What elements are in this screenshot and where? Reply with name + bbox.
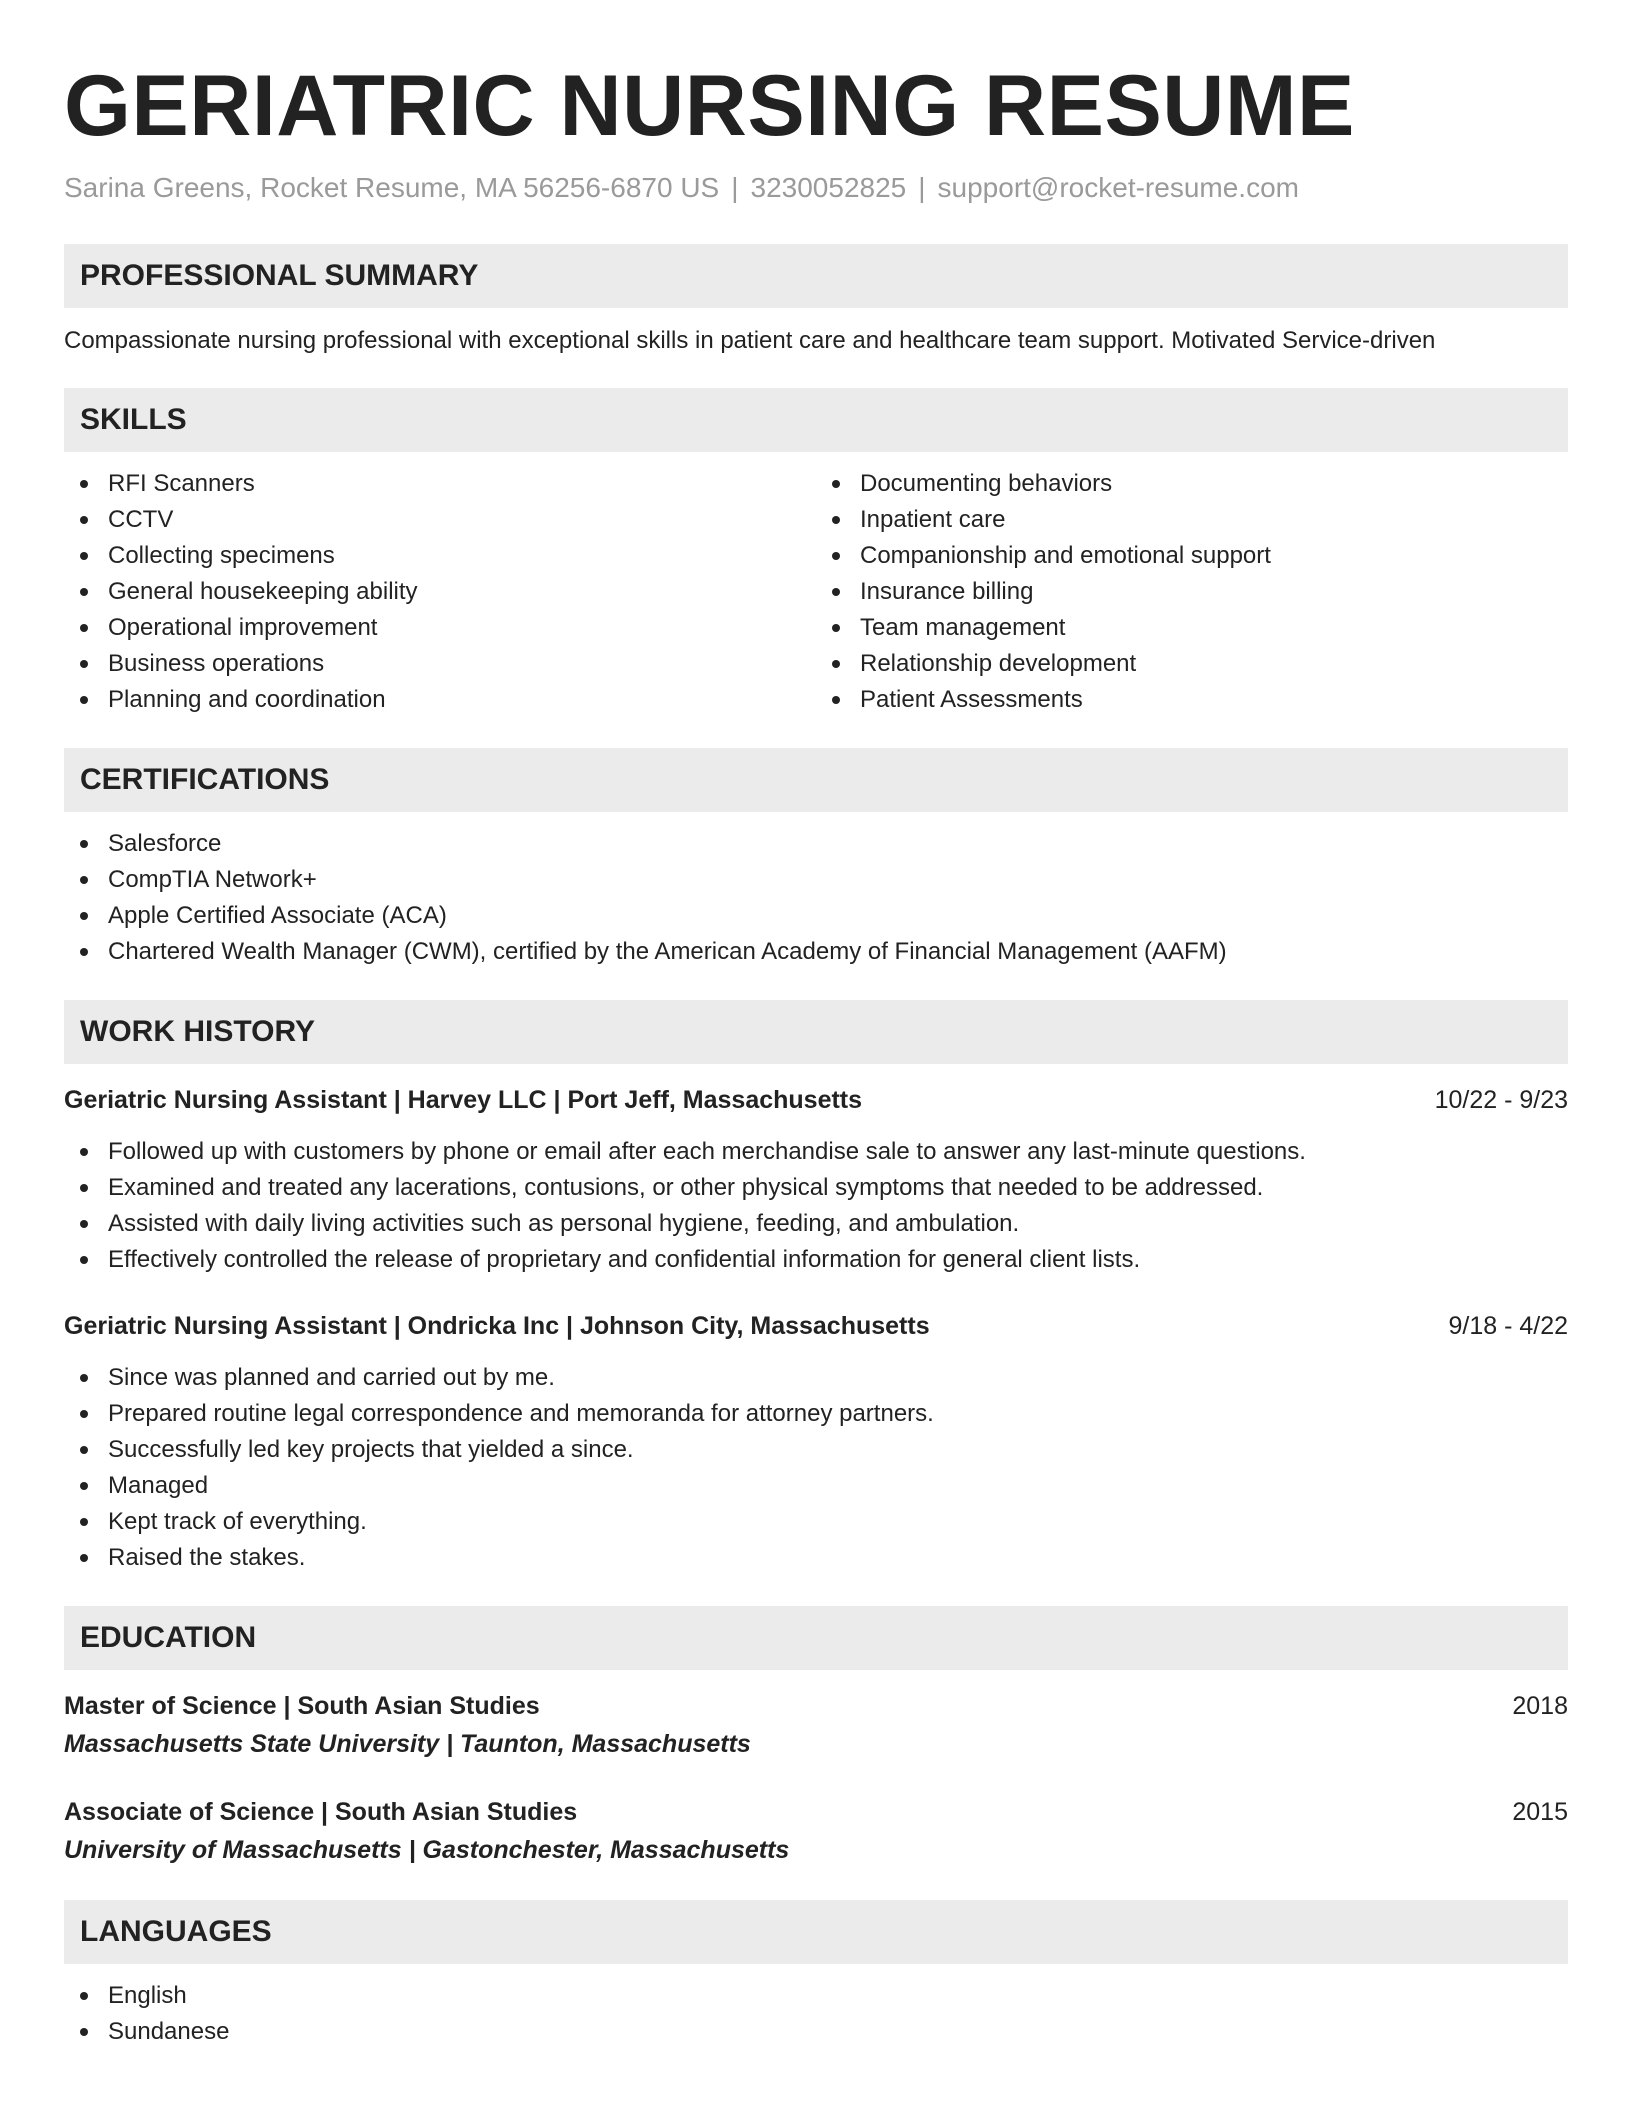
bullet-icon [80, 840, 88, 848]
skill-item: General housekeeping ability [64, 574, 816, 610]
education-header [64, 1688, 1568, 1724]
skill-item: Relationship development [816, 646, 1568, 682]
job-bullet: Successfully led key projects that yielded a since. [64, 1432, 1568, 1468]
graduation-year: 2015 [1512, 1798, 1568, 1826]
skill-item: Insurance billing [816, 574, 1568, 610]
work-history-heading: WORK HISTORY [64, 1000, 1568, 1064]
skills-column-right [816, 452, 1568, 718]
bullet-icon [80, 1446, 88, 1454]
job-bullet: Raised the stakes. [64, 1540, 1568, 1576]
job-bullet: Prepared routine legal correspondence and memoranda for attorney partners. [64, 1396, 1568, 1432]
certifications-list [64, 826, 1568, 970]
skill-item: Inpatient care [816, 502, 1568, 538]
bullet-icon [80, 480, 88, 488]
bullet-icon [832, 516, 840, 524]
bullet-icon [832, 552, 840, 560]
language-item: English [64, 1978, 1568, 2014]
skill-item: Business operations [64, 646, 816, 682]
bullet-icon [80, 1410, 88, 1418]
skill-item: CCTV [64, 502, 816, 538]
degree-title: Master of Science | South Asian Studies [64, 1692, 540, 1720]
certification-item: CompTIA Network+ [64, 862, 1568, 898]
bullet-icon [80, 1374, 88, 1382]
skill-item: Operational improvement [64, 610, 816, 646]
contact-separator: | [918, 172, 926, 203]
job-title: Geriatric Nursing Assistant | Ondricka Inc | Johnson City, Massachusetts [64, 1312, 930, 1340]
skills-list-right [816, 466, 1568, 718]
job-bullet: Assisted with daily living activities such as personal hygiene, feeding, and ambulation. [64, 1206, 1568, 1242]
skills-column-left [64, 452, 816, 718]
contact-address: Sarina Greens, Rocket Resume, MA 56256-6870 US [64, 172, 720, 203]
bullet-icon [80, 1482, 88, 1490]
bullet-icon [832, 588, 840, 596]
language-item: Sundanese [64, 2014, 1568, 2050]
job-bullet: Since was planned and carried out by me. [64, 1360, 1568, 1396]
certification-item: Salesforce [64, 826, 1568, 862]
education-entry [64, 1794, 1568, 1870]
job-bullet: Kept track of everything. [64, 1504, 1568, 1540]
school-name: University of Massachusetts | Gastonchester, Massachusetts [64, 1836, 790, 1864]
job-bullets [64, 1360, 1568, 1576]
job-header [64, 1082, 1568, 1118]
bullet-icon [80, 1992, 88, 2000]
bullet-icon [80, 696, 88, 704]
skill-item: Companionship and emotional support [816, 538, 1568, 574]
skill-item: Team management [816, 610, 1568, 646]
bullet-icon [832, 480, 840, 488]
bullet-icon [80, 948, 88, 956]
job-dates: 9/18 - 4/22 [1448, 1312, 1568, 1340]
job-title: Geriatric Nursing Assistant | Harvey LLC | Port Jeff, Massachusetts [64, 1086, 863, 1114]
skill-item: RFI Scanners [64, 466, 816, 502]
summary-heading: PROFESSIONAL SUMMARY [64, 244, 1568, 308]
bullet-icon [80, 1518, 88, 1526]
contact-separator: | [731, 172, 739, 203]
school-name: Massachusetts State University | Taunton, Massachusetts [64, 1730, 751, 1758]
job-entry [64, 1082, 1568, 1278]
bullet-icon [80, 552, 88, 560]
certification-item: Chartered Wealth Manager (CWM), certified by the American Academy of Financial Management (AAFM) [64, 934, 1568, 970]
job-bullet: Managed [64, 1468, 1568, 1504]
contact-line [64, 170, 1568, 206]
education-section [64, 1606, 1568, 1870]
skill-item: Patient Assessments [816, 682, 1568, 718]
skills-section [64, 388, 1568, 718]
bullet-icon [80, 1148, 88, 1156]
skill-item: Documenting behaviors [816, 466, 1568, 502]
skill-item: Collecting specimens [64, 538, 816, 574]
skills-heading: SKILLS [64, 388, 1568, 452]
certification-item: Apple Certified Associate (ACA) [64, 898, 1568, 934]
degree-title: Associate of Science | South Asian Studies [64, 1798, 578, 1826]
education-heading: EDUCATION [64, 1606, 1568, 1670]
job-bullet: Effectively controlled the release of proprietary and confidential information for general client lists. [64, 1242, 1568, 1278]
bullet-icon [80, 1554, 88, 1562]
job-bullet: Examined and treated any lacerations, contusions, or other physical symptoms that needed to be addressed. [64, 1170, 1568, 1206]
education-entry [64, 1688, 1568, 1764]
work-history-section [64, 1000, 1568, 1576]
bullet-icon [80, 516, 88, 524]
bullet-icon [832, 660, 840, 668]
languages-list [64, 1978, 1568, 2050]
bullet-icon [80, 2028, 88, 2036]
contact-email: support@rocket-resume.com [937, 172, 1299, 203]
job-bullet: Followed up with customers by phone or email after each merchandise sale to answer any last-minute questions. [64, 1134, 1568, 1170]
contact-phone: 3230052825 [750, 172, 907, 203]
resume-title: GERIATRIC NURSING RESUME [64, 58, 1355, 154]
certifications-section [64, 748, 1568, 970]
skill-item: Planning and coordination [64, 682, 816, 718]
bullet-icon [832, 624, 840, 632]
bullet-icon [80, 1184, 88, 1192]
education-header [64, 1794, 1568, 1830]
bullet-icon [80, 588, 88, 596]
summary-text: Compassionate nursing professional with exceptional skills in patient care and healthcare team support. Motivated Service-driven [64, 327, 1436, 354]
bullet-icon [80, 624, 88, 632]
bullet-icon [80, 660, 88, 668]
languages-section [64, 1900, 1568, 2050]
graduation-year: 2018 [1512, 1692, 1568, 1720]
certifications-heading: CERTIFICATIONS [64, 748, 1568, 812]
skills-list-left [64, 466, 816, 718]
bullet-icon [832, 696, 840, 704]
bullet-icon [80, 876, 88, 884]
job-entry [64, 1308, 1568, 1576]
job-header [64, 1308, 1568, 1344]
bullet-icon [80, 1220, 88, 1228]
job-bullets [64, 1134, 1568, 1278]
bullet-icon [80, 912, 88, 920]
summary-section [64, 244, 1568, 358]
skills-grid [64, 452, 1568, 718]
job-dates: 10/22 - 9/23 [1434, 1086, 1568, 1114]
languages-heading: LANGUAGES [64, 1900, 1568, 1964]
bullet-icon [80, 1256, 88, 1264]
